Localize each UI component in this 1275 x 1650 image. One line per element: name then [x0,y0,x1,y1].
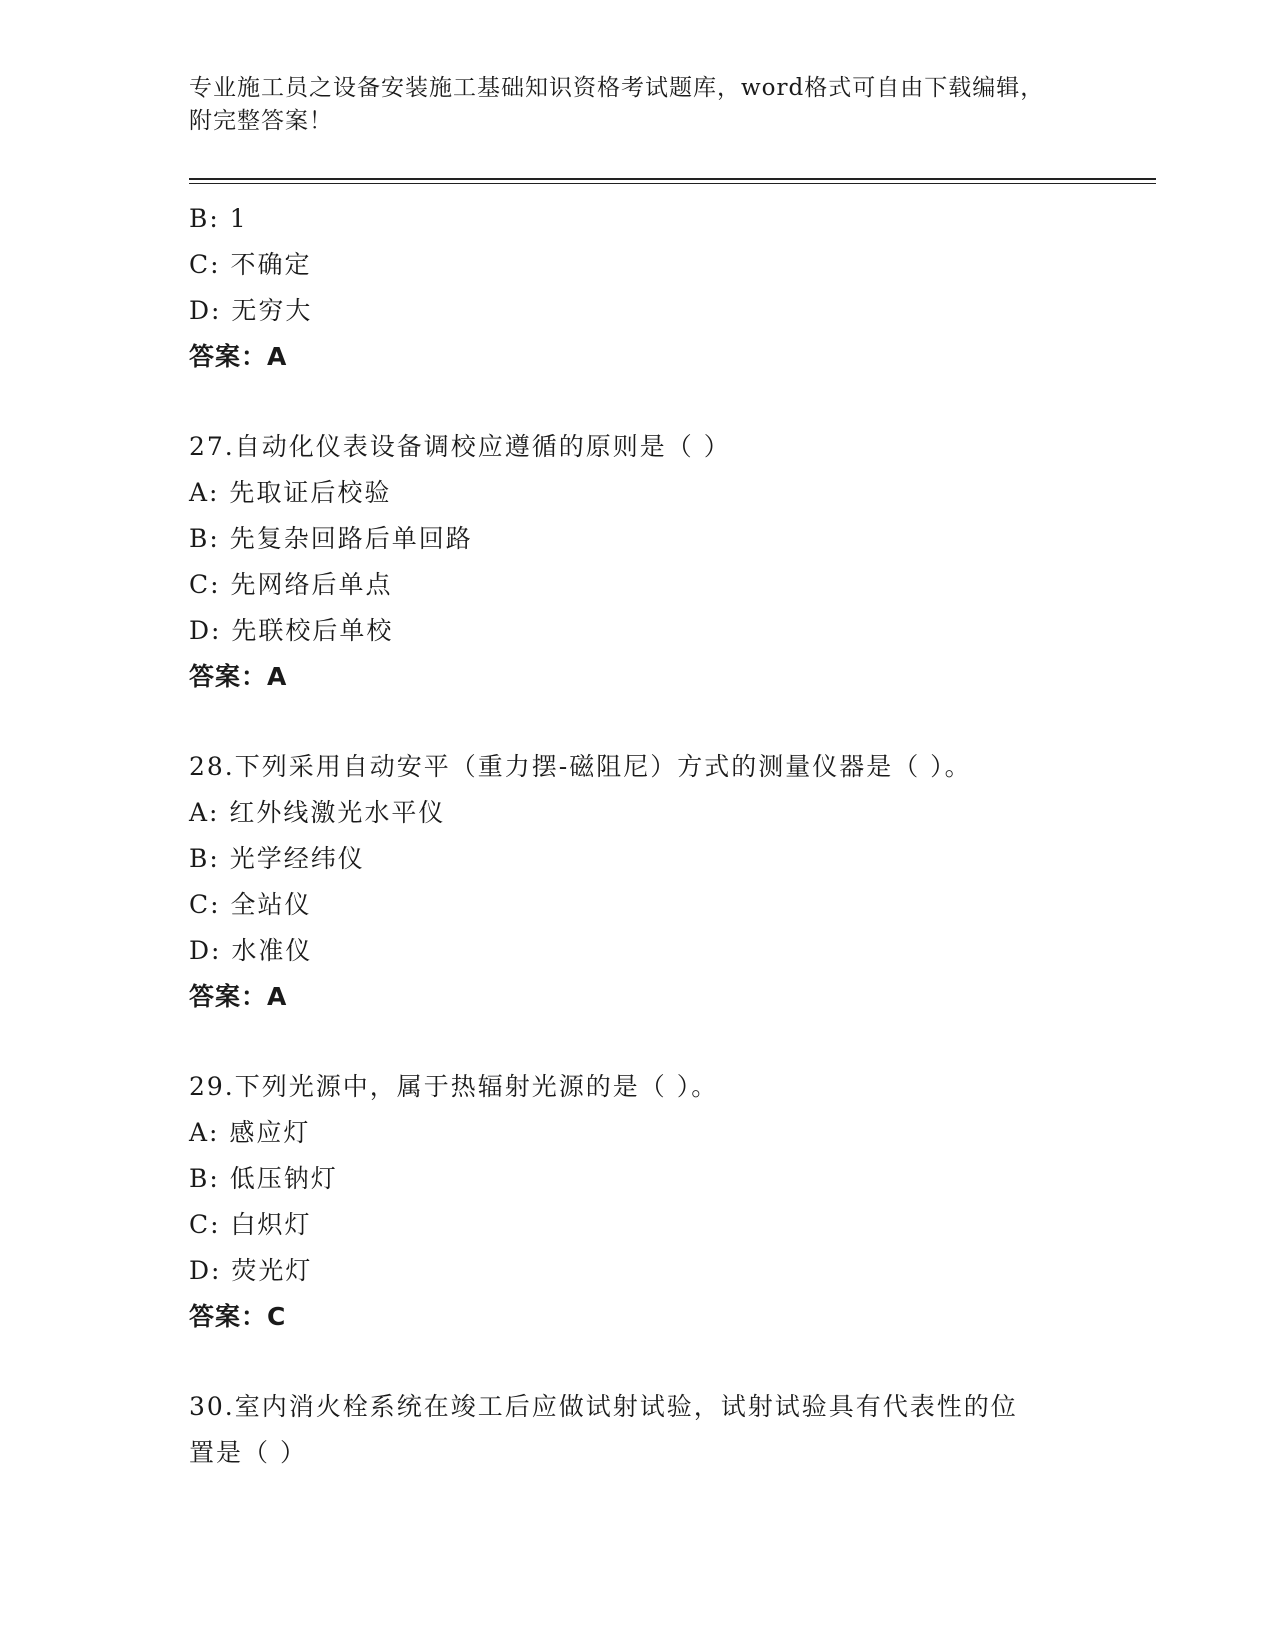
option-d: D: 先联校后单校 [189,616,394,645]
question-spacer [189,380,1089,424]
question-26-tail [189,196,1089,380]
answer-line: 答案：A [189,342,288,371]
question-stem-line-2: 置是（ ） [189,1438,307,1467]
answer-line: 答案：C [189,1302,287,1331]
header-divider-thin [189,183,1156,184]
question-spacer [189,1020,1089,1064]
question-stem: 28.下列采用自动安平（重力摆-磁阻尼）方式的测量仪器是（ ）。 [189,752,972,781]
option-b: B: 光学经纬仪 [189,844,365,873]
question-30 [189,1384,1089,1476]
header-line-1: 专业施工员之设备安装施工基础知识资格考试题库，word格式可自由下载编辑， [189,75,1045,101]
option-a: A: 红外线激光水平仪 [189,798,446,827]
question-28 [189,744,1089,1020]
answer-line: 答案：A [189,662,288,691]
header-line-2: 附完整答案！ [189,108,333,134]
question-stem-line-1: 30.室内消火栓系统在竣工后应做试射试验，试射试验具有代表性的位 [189,1392,1018,1421]
question-stem: 29.下列光源中，属于热辐射光源的是（ ）。 [189,1072,719,1101]
question-list [189,196,1089,1476]
document-header [189,72,1089,138]
question-spacer [189,700,1089,744]
option-d: D: 水准仪 [189,936,313,965]
option-c: C: 白炽灯 [189,1210,312,1239]
option-a: A: 先取证后校验 [189,478,392,507]
question-27 [189,424,1089,700]
question-29 [189,1064,1089,1340]
option-c: C: 全站仪 [189,890,312,919]
option-b: B: 先复杂回路后单回路 [189,524,473,553]
question-spacer [189,1340,1089,1384]
option-b: B: 低压钠灯 [189,1164,338,1193]
answer-line: 答案：A [189,982,288,1011]
option-c: C: 不确定 [189,250,312,279]
option-c: C: 先网络后单点 [189,570,393,599]
option-d: D: 无穷大 [189,296,313,325]
header-divider-thick [189,178,1156,180]
question-stem: 27.自动化仪表设备调校应遵循的原则是（ ） [189,432,731,461]
option-d: D: 荧光灯 [189,1256,313,1285]
option-a: A: 感应灯 [189,1118,311,1147]
option-b: B: 1 [189,204,248,233]
